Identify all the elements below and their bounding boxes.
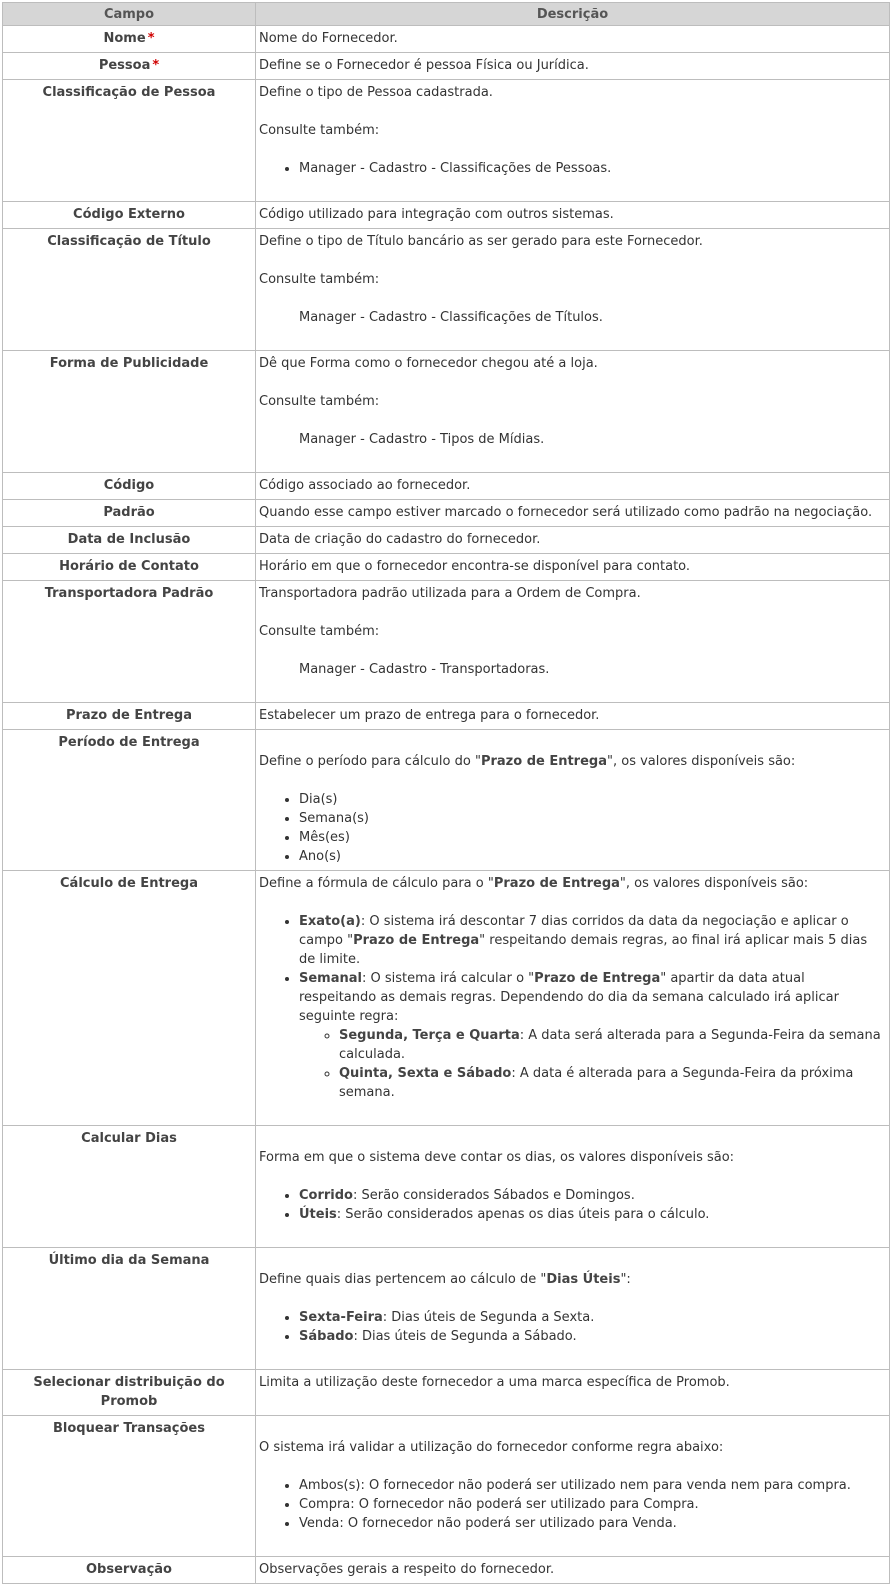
text-part: : A data será alterada para a Segunda-Feira da semana calculada. bbox=[339, 1028, 881, 1062]
required-marker: * bbox=[152, 58, 160, 73]
text-part: : O sistema irá descontar 7 dias corridos da data da negociação e aplicar o campo " bbox=[299, 914, 849, 948]
field-description bbox=[256, 229, 890, 351]
emphasis: Sexta-Feira bbox=[299, 1310, 383, 1325]
field-name: Classificação de Pessoa bbox=[3, 80, 256, 202]
field-description bbox=[256, 26, 890, 53]
see-also-label: Consulte também: bbox=[259, 394, 380, 409]
emphasis: Sábado bbox=[299, 1329, 354, 1344]
field-description bbox=[256, 53, 890, 80]
field-description bbox=[256, 1416, 890, 1557]
description-text: Define se o Fornecedor é pessoa Física ou Jurídica. bbox=[259, 58, 589, 73]
options-list bbox=[259, 912, 886, 1102]
table-row bbox=[3, 202, 890, 229]
text-part: " apartir da data atual respeitando as demais regras. Dependendo do dia da semana calculado irá aplicar seguinte regra: bbox=[299, 971, 839, 1024]
see-also-link[interactable]: Manager - Cadastro - Tipos de Mídias. bbox=[299, 432, 545, 447]
emphasis: Prazo de Entrega bbox=[493, 876, 620, 891]
field-description bbox=[256, 730, 890, 871]
field-description bbox=[256, 1126, 890, 1248]
see-also-link[interactable]: • Manager - Cadastro - Classificações de Pessoas. bbox=[299, 159, 886, 178]
description-text: Transportadora padrão utilizada para a Ordem de Compra. bbox=[259, 586, 641, 601]
field-description: Quando esse campo estiver marcado o fornecedor será utilizado como padrão na negociação. bbox=[256, 500, 890, 527]
list-item bbox=[299, 969, 886, 1102]
text-part: Define a fórmula de cálculo para o " bbox=[259, 876, 494, 891]
text-part: : O sistema irá calcular o " bbox=[361, 971, 535, 986]
list-item bbox=[299, 912, 886, 969]
list-item bbox=[339, 1064, 886, 1102]
field-description: Data de criação do cadastro do fornecedor. bbox=[256, 527, 890, 554]
list-item: • Ano(s) bbox=[299, 847, 886, 866]
table-row bbox=[3, 871, 890, 1126]
field-name: Data de Inclusão bbox=[3, 527, 256, 554]
field-name: Código bbox=[3, 473, 256, 500]
emphasis: Quinta, Sexta e Sábado bbox=[339, 1066, 512, 1081]
field-description bbox=[256, 1248, 890, 1370]
text-part: Define quais dias pertencem ao cálculo de " bbox=[259, 1272, 547, 1287]
field-name bbox=[3, 26, 256, 53]
description-text bbox=[259, 1270, 886, 1289]
emphasis: Exato(a) bbox=[299, 914, 361, 929]
field-name: Cálculo de Entrega bbox=[3, 871, 256, 1126]
description-text bbox=[259, 874, 886, 893]
text-part: ", os valores disponíveis são: bbox=[607, 754, 796, 769]
emphasis: Dias Úteis bbox=[546, 1272, 621, 1287]
text-part: : Serão considerados Sábados e Domingos. bbox=[353, 1188, 635, 1203]
description-text: Define o tipo de Título bancário as ser gerado para este Fornecedor. bbox=[259, 234, 703, 249]
text-part: : Dias úteis de Segunda a Sábado. bbox=[353, 1329, 577, 1344]
table-row bbox=[3, 229, 890, 351]
sub-options-list bbox=[299, 1026, 886, 1102]
see-also-label: Consulte também: bbox=[259, 123, 380, 138]
list-item: • Venda: O fornecedor não poderá ser utilizado para Venda. bbox=[299, 1514, 886, 1533]
table-row bbox=[3, 1370, 890, 1416]
text-part: ": bbox=[620, 1272, 631, 1287]
options-list bbox=[259, 1308, 886, 1346]
table-row bbox=[3, 1126, 890, 1248]
description-text: Nome do Fornecedor. bbox=[259, 31, 398, 46]
field-name: Prazo de Entrega bbox=[3, 703, 256, 730]
field-name bbox=[3, 53, 256, 80]
header-row bbox=[3, 3, 890, 26]
text-part: : Serão considerados apenas os dias úteis para o cálculo. bbox=[336, 1207, 710, 1222]
field-description: Observações gerais a respeito do fornecedor. bbox=[256, 1557, 890, 1584]
field-description: Estabelecer um prazo de entrega para o fornecedor. bbox=[256, 703, 890, 730]
see-also-link[interactable]: Manager - Cadastro - Transportadoras. bbox=[299, 662, 550, 677]
table-row bbox=[3, 80, 890, 202]
field-name: Observação bbox=[3, 1557, 256, 1584]
emphasis: Prazo de Entrega bbox=[353, 933, 480, 948]
description-text: Define o tipo de Pessoa cadastrada. bbox=[259, 85, 493, 100]
field-name: Último dia da Semana bbox=[3, 1248, 256, 1370]
text-part: ", os valores disponíveis são: bbox=[619, 876, 809, 891]
list-item bbox=[299, 1186, 886, 1205]
field-description bbox=[256, 351, 890, 473]
field-name: Forma de Publicidade bbox=[3, 351, 256, 473]
see-also-list bbox=[259, 159, 886, 178]
list-item: • Semana(s) bbox=[299, 809, 886, 828]
text-part: Define o período para cálculo do " bbox=[259, 754, 481, 769]
list-item bbox=[299, 1205, 886, 1224]
list-item: • Dia(s) bbox=[299, 790, 886, 809]
field-name: Selecionar distribuição do Promob bbox=[3, 1370, 256, 1416]
description-text bbox=[259, 752, 886, 771]
field-name: Horário de Contato bbox=[3, 554, 256, 581]
see-also-link[interactable]: Manager - Cadastro - Classificações de Títulos. bbox=[299, 310, 603, 325]
table-row bbox=[3, 53, 890, 80]
field-description: Código associado ao fornecedor. bbox=[256, 473, 890, 500]
field-name: Período de Entrega bbox=[3, 730, 256, 871]
field-description: Código utilizado para integração com outros sistemas. bbox=[256, 202, 890, 229]
table-row bbox=[3, 500, 890, 527]
field-name: Padrão bbox=[3, 500, 256, 527]
list-item bbox=[299, 1308, 886, 1327]
table-row bbox=[3, 26, 890, 53]
field-description: Limita a utilização deste fornecedor a uma marca específica de Promob. bbox=[256, 1370, 890, 1416]
see-also-label: Consulte também: bbox=[259, 624, 380, 639]
table-row bbox=[3, 351, 890, 473]
table-row bbox=[3, 703, 890, 730]
table-row bbox=[3, 1416, 890, 1557]
options-list bbox=[259, 790, 886, 866]
list-item bbox=[339, 1026, 886, 1064]
list-item: • Mês(es) bbox=[299, 828, 886, 847]
options-list bbox=[259, 1186, 886, 1224]
list-item: • Compra: O fornecedor não poderá ser utilizado para Compra. bbox=[299, 1495, 886, 1514]
table-row bbox=[3, 581, 890, 703]
text-part: : Dias úteis de Segunda a Sexta. bbox=[382, 1310, 595, 1325]
field-description bbox=[256, 871, 890, 1126]
fields-table bbox=[2, 2, 890, 1584]
field-name: Bloquear Transações bbox=[3, 1416, 256, 1557]
emphasis: Prazo de Entrega bbox=[534, 971, 661, 986]
list-item: • Ambos(s): O fornecedor não poderá ser utilizado nem para venda nem para compra. bbox=[299, 1476, 886, 1495]
emphasis: Segunda, Terça e Quarta bbox=[339, 1028, 520, 1043]
emphasis: Semanal bbox=[299, 971, 362, 986]
table-row bbox=[3, 730, 890, 871]
description-text: O sistema irá validar a utilização do fornecedor conforme regra abaixo: bbox=[259, 1440, 724, 1455]
list-item bbox=[299, 1327, 886, 1346]
header-descricao: Descrição bbox=[256, 3, 890, 26]
field-name: Calcular Dias bbox=[3, 1126, 256, 1248]
text-part: " respeitando demais regras, ao final irá aplicar mais 5 dias de limite. bbox=[299, 933, 868, 967]
field-label: Pessoa bbox=[98, 58, 151, 73]
field-description bbox=[256, 80, 890, 202]
field-name: Código Externo bbox=[3, 202, 256, 229]
field-description: Horário em que o fornecedor encontra-se disponível para contato. bbox=[256, 554, 890, 581]
emphasis: Corrido bbox=[299, 1188, 353, 1203]
table-row bbox=[3, 1248, 890, 1370]
emphasis: Úteis bbox=[299, 1207, 337, 1222]
field-label: Nome bbox=[103, 31, 146, 46]
table-row bbox=[3, 473, 890, 500]
options-list bbox=[259, 1476, 886, 1533]
text-part: : A data é alterada para a Segunda-Feira da próxima semana. bbox=[339, 1066, 854, 1100]
see-also-label: Consulte também: bbox=[259, 272, 380, 287]
required-marker: * bbox=[147, 31, 155, 46]
field-description bbox=[256, 581, 890, 703]
field-name: Classificação de Título bbox=[3, 229, 256, 351]
description-text: Dê que Forma como o fornecedor chegou até a loja. bbox=[259, 356, 598, 371]
table-row bbox=[3, 527, 890, 554]
emphasis: Prazo de Entrega bbox=[480, 754, 607, 769]
header-campo: Campo bbox=[3, 3, 256, 26]
table-row bbox=[3, 1557, 890, 1584]
description-text: Forma em que o sistema deve contar os dias, os valores disponíveis são: bbox=[259, 1150, 735, 1165]
table-row bbox=[3, 554, 890, 581]
field-name: Transportadora Padrão bbox=[3, 581, 256, 703]
